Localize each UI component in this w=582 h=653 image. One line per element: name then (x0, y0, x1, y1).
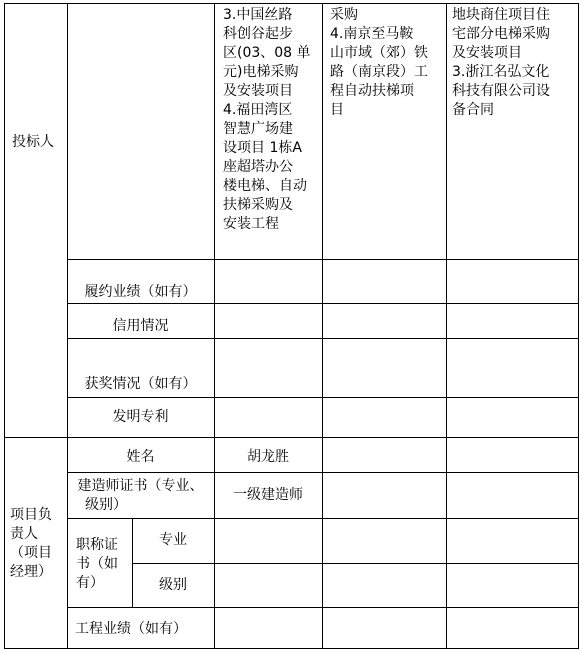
cert-value: 一级建造师 (233, 487, 303, 503)
section-divider (4, 437, 579, 438)
eng-performance-label: 工程业绩（如有） (75, 621, 187, 637)
title-cert-line: 书（如 (76, 556, 118, 572)
manager-label (10, 506, 52, 582)
project-line: 设项目 1栋A (223, 140, 302, 156)
col-divider-2 (214, 3, 215, 649)
project-line: 及安装项目 (452, 45, 522, 61)
project-line: 及安装项目 (223, 83, 293, 99)
major-label: 专业 (159, 532, 187, 548)
project-line: 科创谷起步 (223, 26, 293, 42)
patents-label: 发明专利 (112, 409, 169, 425)
cert-label-line: 级别） (85, 497, 127, 513)
table-border-right (578, 3, 579, 649)
project-line: 3.浙江名弘文化 (452, 64, 550, 80)
row-line-performance (67, 259, 579, 260)
project-line: 宅部分电梯采购 (452, 26, 550, 42)
row-line-cert (67, 472, 579, 473)
row-line-awards (67, 338, 579, 339)
performance-label: 履约业绩（如有） (84, 284, 197, 300)
project-line: 扶梯采购及 (223, 197, 293, 213)
level-label: 级别 (159, 577, 187, 593)
project-line: 安装工程 (223, 216, 279, 232)
project-line: 地块商住项目住 (452, 7, 550, 23)
project-line: 采购 (330, 7, 358, 23)
credit-label: 信用情况 (112, 318, 169, 334)
project-line: 4.福田湾区 (223, 102, 293, 118)
project-line: 目 (330, 102, 344, 118)
bidder-label: 投标人 (12, 134, 54, 150)
table-border-left (4, 3, 5, 649)
awards-label: 获奖情况（如有） (84, 376, 197, 392)
project-line: 路（南京段）工 (330, 64, 428, 80)
project-line: 区(03、08 单 (223, 45, 311, 61)
project-line: 智慧广场建 (223, 121, 293, 137)
project-line: 科技有限公司设 (452, 83, 550, 99)
name-label: 姓名 (126, 449, 155, 465)
title-cert-label (76, 536, 118, 593)
table-border-top (4, 3, 579, 4)
table-border-bottom (4, 648, 579, 649)
row-line-title (67, 518, 579, 519)
project-line: 备合同 (452, 102, 494, 118)
col-divider-4 (446, 3, 447, 649)
project-line: 山市域（郊）铁 (330, 45, 428, 61)
title-cert-line: 有） (76, 575, 104, 591)
row-line-patents (67, 397, 579, 398)
project-list-col4 (330, 6, 428, 120)
name-value: 胡龙胜 (247, 449, 289, 465)
row-line-eng-performance (67, 607, 579, 608)
project-line: 4.南京至马鞍 (330, 26, 414, 42)
project-list-col5 (452, 6, 550, 120)
row-line-level (132, 563, 579, 564)
project-line: 楼电梯、自动 (223, 178, 307, 194)
cert-label (67, 477, 214, 515)
manager-label-line: （项目 (10, 545, 52, 561)
col-divider-3 (322, 3, 323, 649)
cert-label-line: 建造师证书（专业、 (77, 478, 204, 494)
project-line: 程自动扶梯项 (330, 83, 414, 99)
manager-label-line: 项目负 (10, 507, 52, 523)
title-cert-line: 职称证 (76, 537, 118, 553)
project-list-col3 (223, 6, 311, 234)
project-line: 元)电梯采购 (223, 64, 299, 80)
manager-label-line: 经理） (10, 564, 52, 580)
project-line: 座超塔办公 (223, 159, 293, 175)
row-line-credit (67, 303, 579, 304)
manager-label-line: 责人 (10, 526, 38, 542)
project-line: 3.中国丝路 (223, 7, 293, 23)
